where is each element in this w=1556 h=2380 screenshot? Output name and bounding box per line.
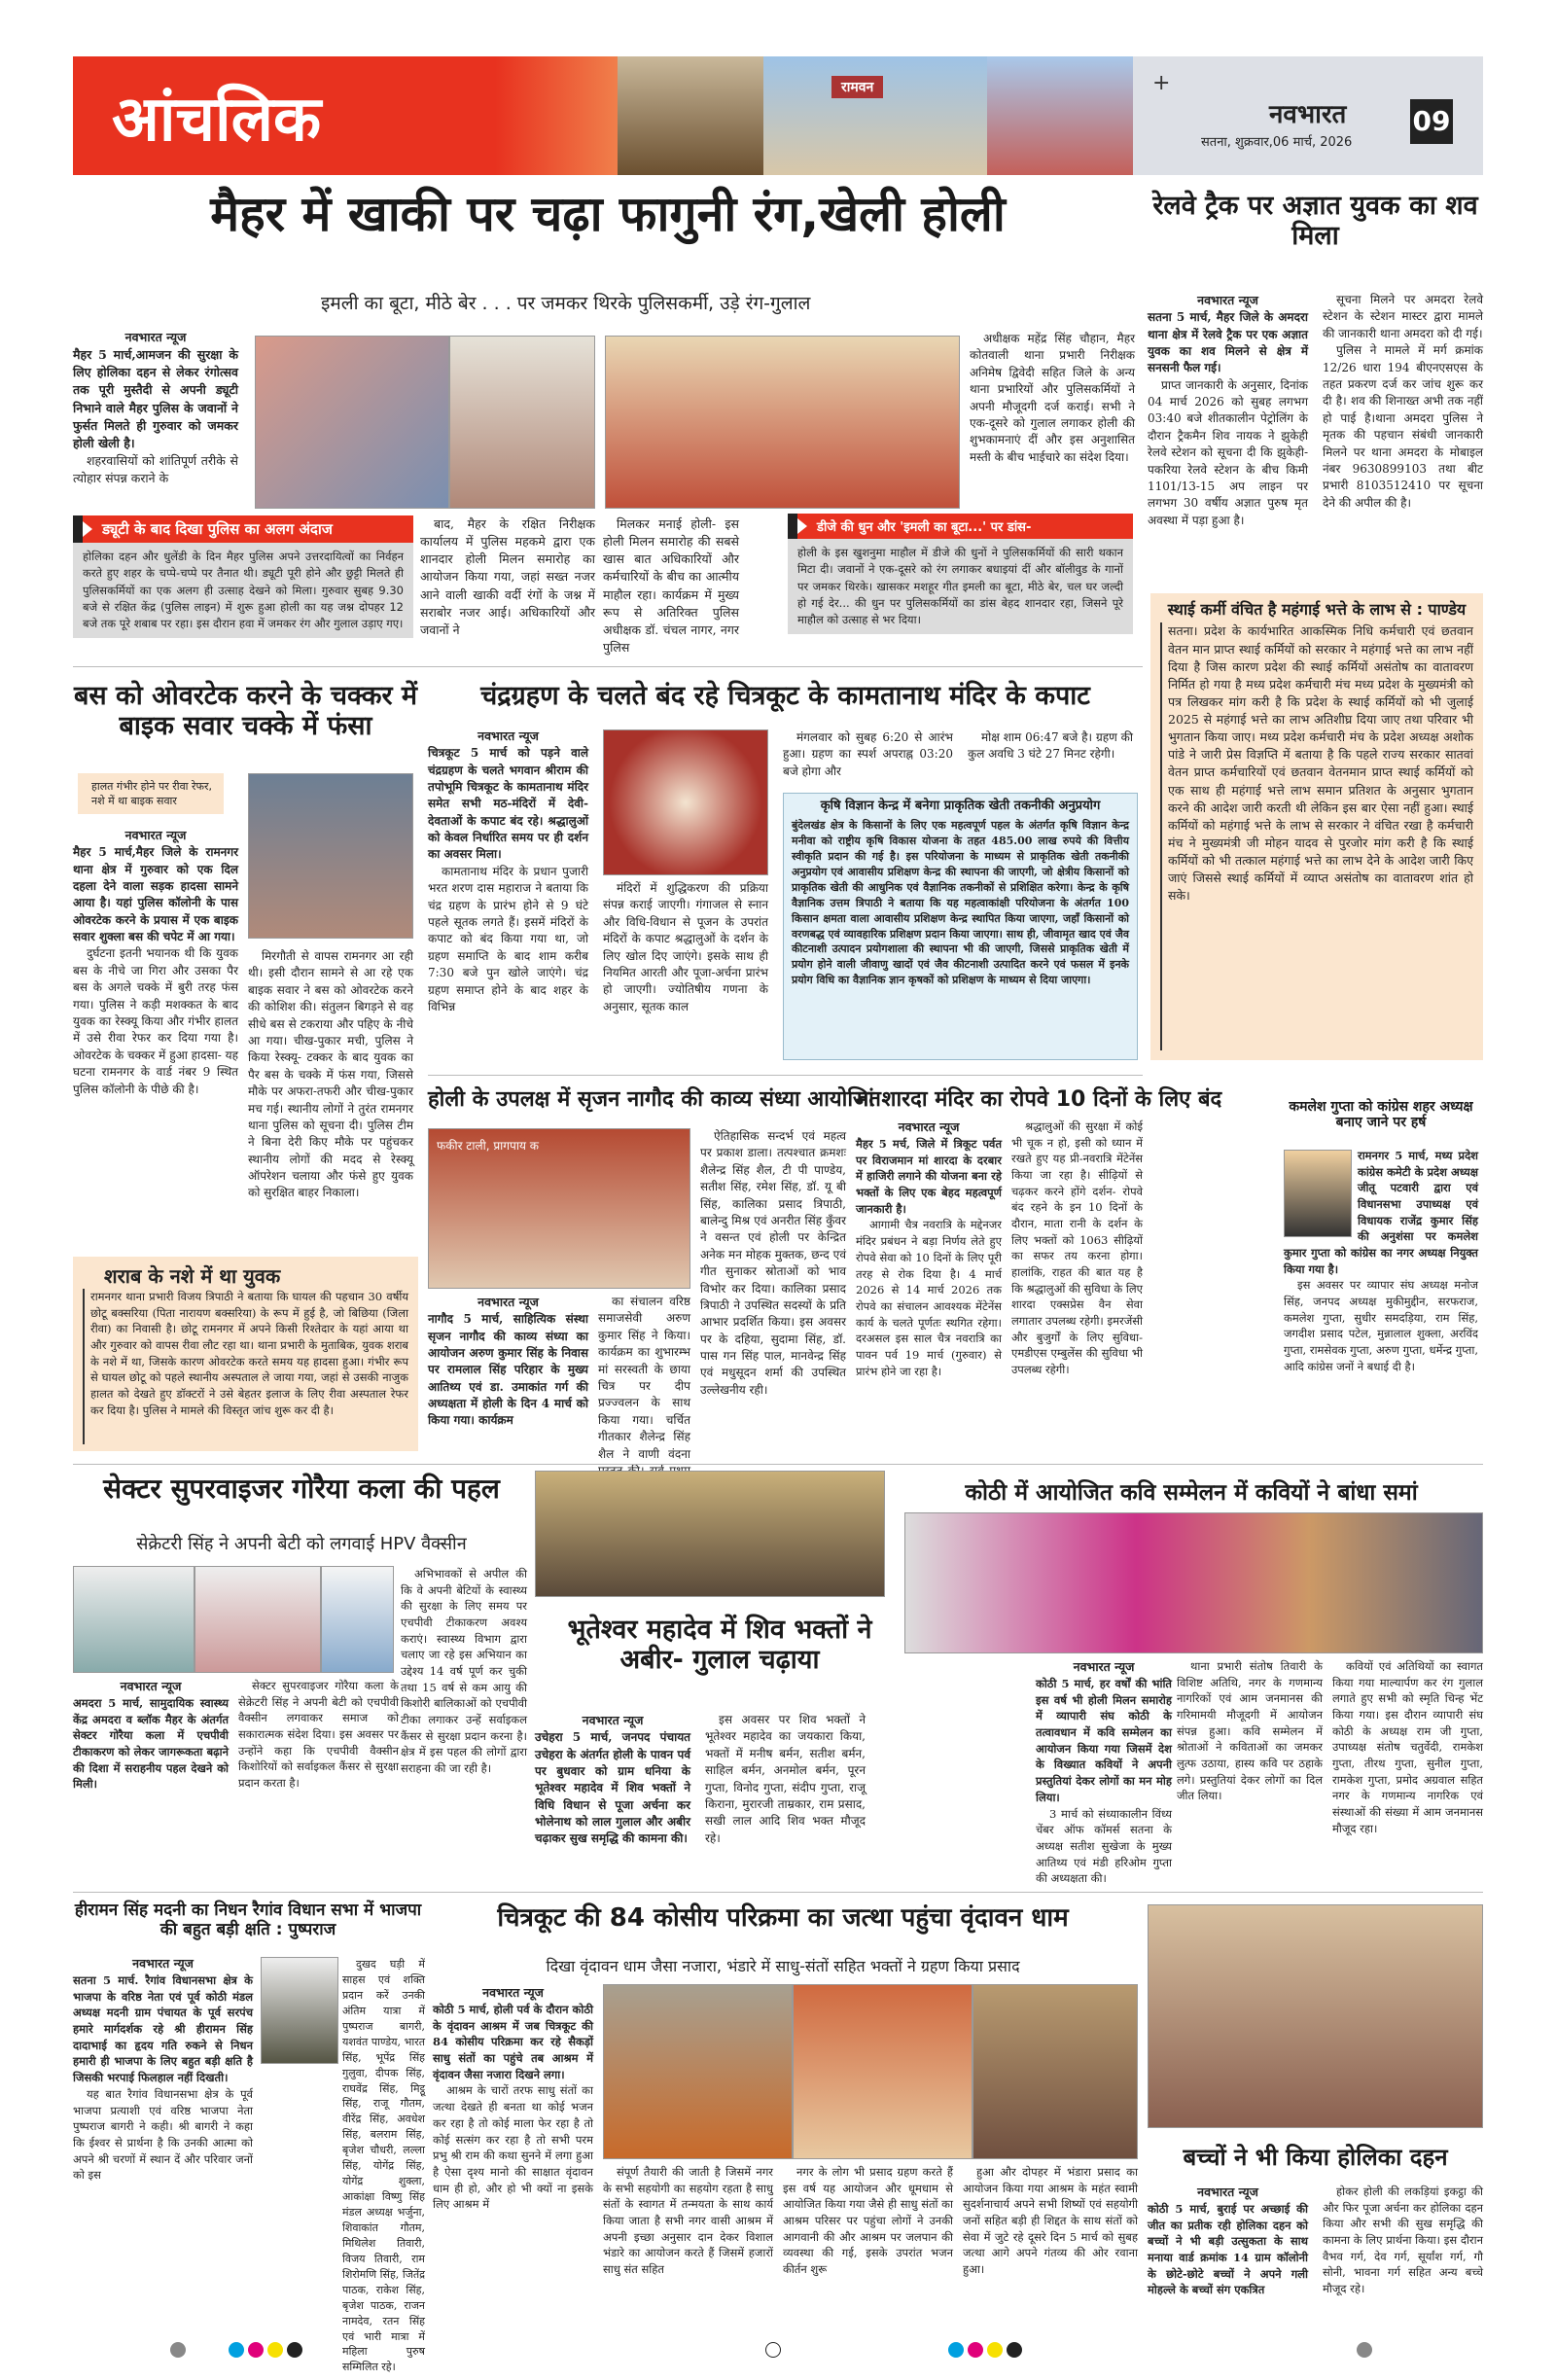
byline: नवभारत न्यूज	[132, 1956, 194, 1971]
main-story-col2	[420, 515, 595, 661]
paragraph: कवियों एवं अतिथियों का स्वागत किया गया माल्यार्पण कर रंग गुलाल लगाते हुए सभी को स्मृति चिन्ह भेंट किया गया। इस दौरान व्यापारी संघ कोठी के अध्यक्ष राम जी गुप्ता, उपाध्यक्ष संतोष चतुर्वेदी, रामकेश गुप्ता, तीरथ गुप्ता, सुनील गुप्ता, रामकेश गुप्ता, प्रमोद अग्रवाल सहित नगर के गणमान्य नागरिक एवं संस्थाओं की संख्या में आम जनमानस मौजूद रहा।	[1332, 1659, 1483, 1835]
vrindavan-col4	[963, 2164, 1138, 2334]
paragraph: होकर होली की लकड़ियां इकट्ठा की और फिर पूजा अर्चना कर होलिका दहन किया और सभी की सुख समृद्धि की कामना के लिए प्रार्थना किया। इस दौरान वैभव गर्ग, देव गर्ग, सूर्यांश गर्ग, गौ सोनी, भावना गर्ग सहित अन्य बच्चे मौजूद रहे।	[1323, 2185, 1483, 2296]
vrindavan-col1	[433, 1984, 593, 2334]
paragraph: यह बात रैगांव विधानसभा क्षेत्र के पूर्व भाजपा प्रत्याशी एवं वरिष्ठ भाजपा नेता पुष्पराज बागरी ने कही। श्री बागरी ने कहा कि ईश्वर से प्रार्थना है कि उनकी आत्मा को अपने श्री चरणों में स्थान दें और परिवार जनों को इस	[73, 2086, 253, 2183]
page-number: 09	[1410, 99, 1453, 144]
holika-headline: बच्चों ने भी किया होलिका दहन	[1183, 2144, 1448, 2171]
allowance-box	[1148, 593, 1483, 1060]
nagod-col1	[428, 1294, 588, 1459]
divider	[73, 1464, 1483, 1465]
photo-hpv-3	[321, 1566, 394, 1673]
paragraph: नगर के लोग भी प्रसाद ग्रहण करते हैं इस वर्ष यह आयोजन और धूमधाम से आयोजित किया गया जैसे ही साधु संतों का आश्रम परिसर पर पहुंचा लोगों ने उनकी आगवानी की और आश्रम पर जलपान की व्यवस्था की गई, इसके उपरांत भजन कीर्तन शुरू	[783, 2165, 953, 2277]
crop-mark: +	[1152, 71, 1171, 95]
color-dot-black	[1007, 2342, 1022, 2358]
story-lead: उचेहरा 5 मार्च, जनपद पंचायत उचेहरा के अंतर्गत होली के पावन पर्व पर बुधवार को ग्राम धनिया के भूतेश्वर महादेव में शिव भक्तों ने विधि विधान से पूजा अर्चना कर भोलेनाथ को लाल गुलाल और अबीर चढ़ाकर सुख समृद्धि की कामना की।	[535, 1730, 690, 1846]
byline: नवभारत न्यूज	[482, 1985, 544, 2000]
color-dot-gray	[1357, 2342, 1372, 2358]
color-dot-yellow	[987, 2342, 1003, 2358]
photo-ashram	[793, 1984, 972, 2159]
vrindavan-subhead: दिखा वृंदावन धाम जैसा नजारा, भंडारे में साधु-संतों सहित भक्तों ने ग्रहण किया प्रसाद	[546, 1957, 1020, 1975]
eclipse-col3	[783, 729, 953, 788]
main-story-col3	[603, 515, 739, 661]
kvk-headline: कृषि विज्ञान केन्द्र में बनेगा प्राकृतिक खेती तकनीकी अनुप्रयोग	[820, 799, 1101, 813]
main-story-col1	[73, 329, 238, 514]
color-dot-black	[287, 2342, 302, 2358]
liquor-box-text: रामनगर थाना प्रभारी विजय त्रिपाठी ने बताया कि घायल की पहचान 30 वर्षीय छोटू बक्सरिया (पिता नारायण बक्सरिया) के रूप में हुई है, जो बिछिया (जिला रीवा) का निवासी है। छोटू रामनगर में अपने किसी रिश्तेदार के यहां आया था और गुरुवार को वापस रीवा लौट रहा था। थाना प्रभारी के मुताबिक, युवक शराब के नशे में था, जिसके कारण ओवरटेक करते समय यह हादसा हुआ। गंभीर रूप से घायल छोटू को पहले स्थानीय अस्पताल ले जाया गया, जहां से उसकी नाजुक हालत को देखते हुए डॉक्टरों ने उसे बेहतर इलाज के लिए रीवा अस्पताल रेफर कर दिया है। पुलिस ने मामले की विस्तृत जांच शुरू कर दी है।	[83, 1289, 408, 1444]
crop-target	[765, 2342, 781, 2358]
divider	[428, 1075, 1143, 1076]
byline: नवभारत न्यूज	[1197, 2185, 1258, 2199]
story-lead: सतना 5 मार्च, मैहर जिले के अमदरा थाना क्षेत्र में रेलवे ट्रैक पर एक अज्ञात युवक का शव मिलने से क्षेत्र में सनसनी फैल गई।	[1148, 310, 1308, 375]
paragraph: इस अवसर पर व्यापार संघ अध्यक्ष मनोज सिंह, जनपद अध्यक्ष मुकीमुद्दीन, सरफराज, कमलेश गुप्ता, सुधीर समदड़िया, राम सिंह, जगदीश प्रसाद पटेल, मुन्नालाल शुक्ला, अरविंद गुप्ता, रामसेवक गुप्ता, अरुण गुप्ता, धर्मेन्द्र गुप्ता, आदि कांग्रेस जनों ने बधाई दी है।	[1284, 1278, 1478, 1373]
kvk-text: बुंदेलखंड क्षेत्र के किसानों के लिए एक महत्वपूर्ण पहल के अंतर्गत कृषि विज्ञान केन्द्र मनीवा को राष्ट्रीय कृषि विकास योजना के तहत 485.00 लाख रुपये की वित्तीय स्वीकृति प्रदान की गई है। इस परियोजना के माध्यम से प्राकृतिक खेती तकनीकी अनुप्रयोग एवं आवासीय प्रशिक्षण केन्द्र की स्थापना की जाएगी, जो क्षेत्रीय किसानों को प्राकृतिक खेती की आधुनिक एवं वैज्ञानिक तकनीकों से प्रशिक्षित करेगा। केन्द्र के कृषि वैज्ञानिक उत्तम त्रिपाठी ने बताया कि यह महत्वाकांक्षी परियोजना के अंतर्गत 100 किसान क्षमता वाला आवासीय प्रशिक्षण केन्द्र स्थापित किया जाएगा, जहाँ किसानों को वरणबद्ध एवं व्यावहारिक प्रशिक्षण प्रदान किया जाएगा। साथ ही, जीवामृत खाद एवं जैव कीटनाशी उत्पादन प्रयोगशाला की स्थापना भी की जाएगी, जिससे प्राकृतिक खेती में प्रयोग होने वाली जीवाणु खादों एवं जैव कीटनाशी उत्पादित करने एवं फसल में इनके प्रयोग विधि का वैज्ञानिक ज्ञान कृषकों को प्रशिक्षण के माध्यम से दिया जाएगा।	[792, 818, 1129, 987]
paragraph: 3 मार्च को संध्याकालीन विंध्य चेंबर ऑफ कॉमर्स सतना के अध्यक्ष सतीश सुखेजा के मुख्य आतिथ्य एवं मंडी हरिओम गुप्ता की अध्यक्षता की।	[1036, 1806, 1172, 1886]
paragraph: अभिभावकों से अपील की कि वे अपनी बेटियों के स्वास्थ्य की सुरक्षा के लिए समय पर एचपीवी टीकाकरण अवश्य कराएं। स्वास्थ्य विभाग द्वारा चलाए जा रहे इस अभियान का उद्देश्य 14 वर्ष पूर्ण कर चुकी तथा 15 वर्ष से कम आयु की किशोरी बालिकाओं को एचपीवी टीका लगाकर उन्हें सर्वाइकल कैंसर से सुरक्षा प्रदान करना है। क्षेत्र में इस पहल की लोगों द्वारा सराहना की जा रही है।	[401, 1567, 527, 1776]
photo-hpv-1	[73, 1566, 194, 1673]
masthead	[73, 56, 1483, 175]
photo-police-holi	[255, 336, 449, 509]
byline: नवभारत न्यूज	[898, 1119, 960, 1134]
paragraph: शहरवासियों को शांतिपूर्ण तरीके से त्योहार संपन्न कराने के	[73, 452, 238, 485]
paragraph: सेक्टर सुपरवाइजर गोरैया कला के सेक्रेटरी सिंह ने अपनी बेटी को एचपीवी वैक्सीन लगवाकर समाज को सकारात्मक संदेश दिया। इस अवसर पर उन्होंने कहा कि एचपीवी वैक्सीन किशोरियों को सर्वाइकल कैंसर से सुरक्षा प्रदान करता है।	[238, 1679, 399, 1791]
hpv-col1	[73, 1678, 229, 1887]
story-lead: नागौद 5 मार्च, साहित्यिक संस्था सृजन नागौद की काव्य संध्या का आयोजन अरुण कुमार सिंह के निवास पर रामलाल सिंह परिहार के मुख्य आतिथ्य एवं डा. उमाकांत गर्ग की अध्यक्षता में होली के दिन 4 मार्च को किया गया। कार्यक्रम	[428, 1312, 588, 1428]
nagod-col3	[700, 1128, 846, 1459]
paragraph: मंगलवार को सुबह 6:20 से आरंभ हुआ। ग्रहण का स्पर्श अपराह्न 03:20 बजे होगा और	[783, 730, 953, 778]
section-title: आंचलिक	[112, 83, 322, 156]
story-lead: कोठी 5 मार्च, हर वर्षों की भांति इस वर्ष भी होली मिलन समारोह में व्यापारी संघ कोठी के तत्वावधान में कवि सम्मेलन का आयोजन किया गया जिसमें देश के विख्यात कवियों ने अपनी प्रस्तुतियां देकर लोगों का मन मोह लिया।	[1036, 1677, 1172, 1804]
color-dot-yellow	[267, 2342, 283, 2358]
paragraph: आश्रम के चारों तरफ साधु संतों का जत्था देखते ही बनता था कोई भजन कर रहा है तो कोई माला फेर रहा है तो कोई सत्संग कर रहा है तो सभी परम प्रभु श्री राम की कथा सुनने में लगा हुआ है ऐसा दृश्य मानो की साक्षात वृंदावन धाम ही हो, और हो भी क्यों ना इसके लिए आश्रम में	[433, 2083, 593, 2212]
paragraph: मिरगौती से वापस रामनगर आ रही थी। इसी दौरान सामने से आ रहे एक बाइक सवार ने बस को ओवरटेक करने की कोशिश की। संतुलन बिगड़ने से वह सीधे बस से टकराया और पहिए के नीचे आ गया। चीख-पुकार मची, पुलिस ने किया रेस्क्यू- टक्कर के बाद युवक का पैर बस के चक्के में फंस गया, जिससे मौके पर अफरा-तफरी और चीख-पुकार मच गई। स्थानीय लोगों ने तुरंत रामनगर थाना पुलिस को सूचना दी। पुलिस टीम ने बिना देरी किए मौके पर पहुंचकर स्थानीय लोगों की मदद से रेस्क्यू ऑपरेशन चलाया और फंसे हुए युवक को सुरक्षित बाहर निकाला।	[248, 949, 413, 1200]
paragraph: सूचना मिलने पर अमदरा रेलवे स्टेशन के स्टेशन मास्टर द्वारा मामले की जानकारी थाना अमदरा को दी गई।	[1323, 293, 1483, 340]
paragraph: मोक्ष शाम 06:47 बजे है। ग्रहण की कुल अवधि 3 घंटे 27 मिनट रहेगी।	[968, 730, 1133, 762]
story-lead: कोठी 5 मार्च, बुराई पर अच्छाई की जीत का प्रतीक रही होलिका दहन को बच्चों ने भी बड़ी उत्सुकता के साथ मनाया वार्ड क्रमांक 14 ग्राम कॉलोनी के छोटे-छोटे बच्चों ने अपने गली मोहल्ले के बच्चों संग एकत्रित	[1148, 2202, 1308, 2297]
paragraph: ऐतिहासिक सन्दर्भ एवं महत्व पर प्रकाश डाला। तत्पश्चात क्रमशः शैलेन्द्र सिंह शैल, टी पी पाण्डेय, सतीश सिंह, रमेश सिंह, डॉ. यू बी सिंह, कालिका प्रसाद त्रिपाठी, बालेन्दु मिश्र एवं अनरीत सिंह कुँवर ने वसन्त एवं होली पर केन्द्रित अनेक मन मोहक मुक्तक, छन्द एवं गीत सुनाकर स्रोताओं को भाव विभोर कर दिया। कालिका प्रसाद त्रिपाठी ने उपस्थित सदस्यों के प्रति आभार प्रदर्शित किया। इस अवसर पर के दहिया, सुदामा सिंह, डॉ. पास गन सिंह पाल, मानवेन्द्र सिंह एवं मधुसूदन शर्मा की उपस्थित उल्लेखनीय रही।	[700, 1129, 846, 1397]
dj-box-title: डीजे की धुन और 'इमली का बूटा...' पर डांस-	[788, 514, 1133, 539]
byline: नवभारत न्यूज	[1197, 293, 1258, 307]
header-photo-statue	[618, 56, 763, 175]
photo-nagod-poetry	[428, 1128, 690, 1289]
divider	[73, 666, 1143, 667]
paragraph: प्राप्त जानकारी के अनुसार, दिनांक 04 मार्च 2026 को सुबह लगभग 03:40 बजे शीतकालीन पेट्रोलिंग के दौरान ट्रैकमैन शिव नायक ने झुकेही रेलवे स्टेशन को सूचना दी कि झुकेही-पकरिया रेलवे स्टेशन के बीच किमी 1101/13-15 अप लाइन पर लगभग 30 वर्षीय अज्ञात पुरुष मृत अवस्था में पड़ा हुआ है।	[1148, 377, 1308, 527]
byline: नवभारत न्यूज	[582, 1713, 644, 1727]
story-lead: कोठी 5 मार्च, होली पर्व के दौरान कोठी के वृंदावन आश्रम में जब चित्रकूट की 84 कोसीय परिक्रमा कर रहे सैकड़ों साधु संतों का पहुंचे तब आश्रम में वृंदावन जैसा नजारा दिखने लगा।	[433, 2003, 593, 2081]
eclipse-col2	[603, 880, 768, 1060]
bhuteshwar-col1	[535, 1712, 690, 1887]
section-banner	[73, 56, 676, 175]
dj-box-text: होली के इस खुशनुमा माहौल में डीजे की धुनों ने पुलिसकर्मियों की सारी थकान मिटा दी। जवानों ने एक-दूसरे को रंग लगाकर बधाइयां दीं और बॉलीवुड के गानों पर जमकर थिरके। खासकर मशहूर गीत इमली का बूटा, मीठे बेर, चल घर जल्दी हो गई देर... की धुन पर पुलिसकर्मियों का डांस बेहद शानदार रहा, जिसने पूरे माहौल को उत्साह से भर दिया।	[788, 539, 1133, 634]
liquor-box	[73, 1257, 418, 1451]
koti-col2	[1177, 1658, 1323, 1887]
paragraph: दुखद घड़ी में साहस एवं शक्ति प्रदान करें उनकी अंतिम यात्रा में पुष्पराज बागरी, यशवंत पाण्डेय, भारत सिंह, भूपेंद्र सिंह गुलुवा, दीपक सिंह, राघवेंद्र सिंह, मिट्ठू सिंह, राजू गौतम, वीरेंद्र सिंह, अवधेश सिंह, बलराम सिंह, बृजेश चौधरी, लल्ला सिंह, योगेंद्र सिंह, योगेंद्र शुक्ला, आकांक्षा विष्णु सिंह मंडल अध्यक्ष भर्जुना, शिवाकांत गौतम, मिथिलेश तिवारी, विजय तिवारी, राम शिरोमणि सिंह, जितेंद्र पाठक, राकेश सिंह, बृजेश पाठक, राजन नामदेव, रतन सिंह एवं भारी मात्रा में महिला पुरुष सम्मिलित रहे।	[342, 1958, 425, 2374]
photo-bhandara	[972, 1984, 1138, 2159]
color-dot-gray	[170, 2342, 186, 2358]
paragraph: पुलिस ने मामले में मर्ग क्रमांक 12/26 धारा 194 बीएनएसएस के तहत प्रकरण दर्ज कर जांच शुरू कर दी है। शव की शिनाख्त अभी तक नहीं हो पाई है।थाना अमदरा पुलिस ने मृतक की पहचान संबंधी जानकारी मिलने पर थाना अमदरा के मोबाइल नंबर 9630899103 तथा बीट प्रभारी 8103512410 पर सूचना देने की अपील की है।	[1323, 343, 1483, 510]
photo-police-officers	[605, 336, 960, 509]
color-dot-magenta	[968, 2342, 983, 2358]
gate-sign: रामवन	[831, 76, 883, 98]
photo-bus-accident	[248, 773, 413, 939]
ropeway-col1	[856, 1119, 1002, 1459]
main-headline: मैहर में खाकी पर चढ़ा फागुनी रंग,खेली होली	[210, 186, 1006, 242]
color-dot-magenta	[248, 2342, 264, 2358]
paragraph: का संचालन वरिष्ठ समाजसेवी अरुण कुमार सिंह ने किया। कार्यक्रम का शुभारम्भ मां सरस्वती के छाया चित्र पर दीप प्रज्ज्वलन के साथ किया गया। चर्चित गीतकार शैलेन्द्र सिंह शैल ने वाणी वंदना	[598, 1295, 690, 1461]
photo-kamlesh	[1284, 1150, 1352, 1237]
color-dot-cyan	[229, 2342, 244, 2358]
story-lead: चित्रकूट 5 मार्च को पड़ने वाले चंद्रग्रहण के चलते भगवान श्रीराम की तपोभूमि चित्रकूट के कामतानाथ मंदिर समेत सभी मठ-मंदिरों में देवी-देवताओं के कपाट बंद रहे। श्रद्धालुओं को केवल निर्धारित समय पर ही दर्शन का अवसर मिला।	[428, 746, 588, 862]
divider	[73, 1892, 1483, 1893]
paragraph: इस अवसर पर शिव भक्तों ने भूतेश्वर महादेव का जयकारा किया, भक्तों में मनीष बर्मन, सतीश बर्मन, साहिल बर्मन, अनमोल बर्मन, पूरन गुप्ता, विनोद गुप्ता, संदीप गुप्ता, राजू किराना, मुरारजी ताम्रकार, राम प्रसाद, सखी लाल आदि शिव भक्त मौजूद रहे।	[705, 1713, 866, 1845]
duty-box	[73, 515, 413, 638]
kamlesh-col	[1284, 1148, 1478, 1459]
allowance-text: सतना। प्रदेश के कार्यभारित आकस्मिक निधि कर्मचारी एवं छतवान वेतन मान प्राप्त स्थाई कर्मियों को सरकार ने महंगाई भत्ते का लाभ नहीं दिया है जिस कारण प्रदेश की स्थाई कर्मियों असंतोष का वातावरण निर्मित हो गया है मध्य प्रदेश कर्मचारी मंच मध्य प्रदेश के मुख्यमंत्री को पत्र लिखकर मांग करी है कि प्रदेश के स्थाई कर्मियों को भी जुलाई 2025 से महंगाई भत्ते का लाभ अतिशीघ्र दिया जाए तथा परिवार भी भुगतान किया जाए। मध्य प्रदेश कर्मचारी मंच के प्रदेश अध्यक्ष अशोक पांडे ने जारी प्रेस विज्ञप्ति में बताया है कि पहले राज्य सरकार सातवां वेतन प्राप्त कर्मचारियों एवं छतवान वेतनमान प्राप्त स्थाई कर्मियों को एक साथ ही महंगाई भत्ते लाभ समान प्रतिशत के अनुसार भुगतान करने की आदेश जारी करती थी लेकिन इस बार ऐसा नहीं हुआ। स्थाई कर्मियों को महंगाई भत्ते के लाभ से सरकार ने वंचित रखा है कर्मचारी मंच ने मुख्यमंत्री जी मोहन यादव से पुरजोर मांग करी है कि स्थाई कर्मियों को भी तत्काल महंगाई भत्ते का लाभ देने के आदेश जारी किए जाएं जिससे स्थाई कर्मियों में व्याप्त असंतोष का वातावरण शांत हो सके।	[1160, 622, 1473, 1050]
paragraph: आगामी चैत्र नवरात्रि के मद्देनजर मंदिर प्रबंधन ने बड़ा निर्णय लेते हुए रोपवे सेवा को 10 दिनों के लिए पूरी तरह से रोक दिया है। 4 मार्च 2026 से 14 मार्च 2026 तक रोपवे का संचालन आवश्यक मेंटेनेंस कार्य के चलते पूर्णतः स्थगित रहेगा। दरअसल इस साल चैत्र नवरात्रि का पावन पर्व 19 मार्च (गुरुवार) से प्रारंभ होने जा रहा है।	[856, 1218, 1002, 1378]
bus-col1	[73, 827, 238, 1250]
byline: नवभारत न्यूज	[124, 330, 187, 344]
bus-headline: बस को ओवरटेक करने के चक्कर में बाइक सवार चक्के में फंसा	[73, 681, 418, 742]
koti-col1	[1036, 1658, 1172, 1887]
bhuteshwar-headline: भूतेश्वर महादेव में शिव भक्तों ने अबीर- गुलाल चढ़ाया	[567, 1615, 872, 1676]
photo-hiraman	[261, 1957, 338, 2064]
main-story-col4	[970, 331, 1135, 511]
eclipse-headline: चंद्रग्रहण के चलते बंद रहे चित्रकूट के कामतानाथ मंदिर के कपाट	[480, 681, 1090, 711]
photo-kamtanath	[603, 729, 768, 875]
kvk-box	[783, 793, 1138, 1060]
bus-kicker: हालत गंभीर होने पर रीवा रेफर, नशे में था बाइक सवार	[78, 773, 224, 814]
liquor-box-title: शराब के नशे में था युवक	[104, 1264, 281, 1288]
photo-banner-text: फकीर टाली, प्रागपाय क	[437, 1139, 539, 1153]
ropeway-col2	[1011, 1119, 1143, 1459]
railway-col1	[1148, 292, 1308, 584]
paragraph: अधीक्षक महेंद्र सिंह चौहान, मैहर कोतवाली थाना प्रभारी निरीक्षक अनिमेष द्विवेदी सहित जिले के अन्य थाना प्रभारियों और पुलिसकर्मियों ने अपनी मौजूदगी दर्ज कराई। सभी ने एक-दूसरे को गुलाल लगाकर होली की शुभकामनाएं दीं और इस अनुशासित मस्ती के बीच भाईचारे का संदेश दिया।	[970, 332, 1135, 464]
duty-box-title: ड्यूटी के बाद दिखा पुलिस का अलग अंदाज	[73, 515, 413, 543]
byline: नवभारत न्यूज	[120, 1679, 182, 1693]
story-lead: अमदरा 5 मार्च, सामुदायिक स्वास्थ्य केंद्र अमदरा व ब्लॉक मैहर के अंतर्गत सेक्टर गोरैया कला में एचपीवी टीकाकरण को लेकर जागरूकता बढ़ाने की दिशा में सराहनीय पहल देखने को मिली।	[73, 1696, 229, 1792]
byline: नवभारत न्यूज	[477, 728, 539, 743]
koti-col3	[1332, 1658, 1483, 1887]
hiraman-headline: हीरामन सिंह मदनी का निधन रैगांव विधान सभा में भाजपा की बहुत बड़ी क्षति : पुष्पराज	[74, 1900, 422, 1939]
photo-children-holika	[1148, 1904, 1483, 2128]
story-lead: मैहर 5 मर्च, जिले में त्रिकूट पर्वत पर विराजमान मां शारदा के दरबार में हाजिरी लगाने की योजना बना रहे भक्तों के लिए एक बेहद महत्वपूर्ण जानकारी है।	[856, 1137, 1002, 1216]
allowance-headline: स्थाई कर्मी वंचित है महंगाई भत्ते के लाभ से : पाण्डेय	[1167, 600, 1467, 619]
color-dot-cyan	[948, 2342, 964, 2358]
paragraph: श्रद्धालुओं की सुरक्षा में कोई भी चूक न हो, इसी को ध्यान में रखते हुए यह प्री-नवरात्रि मेंटेनेंस किया जा रहा है। सीढ़ियों से चढ़कर करने होंगे दर्शन- रोपवे बंद रहने के इन 10 दिनों के दौरान, माता रानी के दर्शन के लिए भक्तों को 1063 सीढ़ियों का सफर तय करना होगा। हालांकि, राहत की बात यह है कि श्रद्धालुओं की सुविधा के लिए शारदा एक्सप्रेस वैन सेवा लगातार उपलब्ध रहेगी। इमरजेंसी और बुजुर्गों के लिए सुविधा- एमडीएस एम्बुलेंस की सुविधा भी उपलब्ध रहेगी।	[1011, 1119, 1143, 1377]
byline: नवभारत न्यूज	[124, 828, 187, 842]
dateline: सतना, शुक्रवार,06 मार्च, 2026	[1201, 135, 1353, 150]
kamlesh-headline: कमलेश गुप्ता को कांग्रेस शहर अध्यक्ष बनाए जाने पर हर्ष	[1289, 1099, 1473, 1131]
paragraph: संपूर्ण तैयारी की जाती है जिसमें नगर के सभी सहयोगी का सहयोग रहता है साधु संतों के स्वागत में तन्मयता के साथ कार्य किया जाता है सभी नगर वासी आश्रम में अपनी इच्छा अनुसार दान देकर विशाल भंडारे का आयोजन करते हैं जिसमें हजारों साधु संत सहित	[603, 2165, 773, 2277]
railway-col2	[1323, 292, 1483, 584]
holika-col1	[1148, 2184, 1308, 2334]
bhuteshwar-col2	[705, 1712, 866, 1887]
duty-box-text: होलिका दहन और धुलेंडी के दिन मैहर पुलिस अपने उत्तरदायित्वों का निर्वहन करते हुए शहर के चप्पे-चप्पे पर तैनात थी। ड्यूटी पूरी होने और छुट्टी मिलते ही पुलिसकर्मियों का एक अलग ही उत्साह देखने को मिला। गुरुवार सुबह 9.30 बजे से रक्षित केंद्र (पुलिस लाइन) में शुरू हुआ होली का यह जश्न दोपहर 12 बजे तक पूरे शबाब पर रहा। इस दौरान हवा में जमकर रंग और गुलाल उड़ाए गए।	[73, 543, 413, 638]
ropeway-headline: मां शारदा मंदिर का रोपवे 10 दिनों के लिए बंद	[856, 1087, 1222, 1112]
hpv-col2	[238, 1678, 399, 1887]
paragraph: दुर्घटना इतनी भयानक थी कि युवक बस के नीचे जा गिरा और उसका पैर बस के अगले चक्के में बुरी तरह फंस गया। पुलिस ने कड़ी मशक्कत के बाद युवक का रेस्क्यू किया और गंभीर हालत में उसे रीवा रेफर कर दिया गया है। ओवरटेक के चक्कर में हुआ हादसा- यह घटना रामनगर के वार्ड नंबर 9 स्थित पुलिस कॉलोनी के पीछे की है।	[73, 946, 238, 1096]
byline: नवभारत न्यूज	[1073, 1659, 1135, 1674]
hpv-headline: सेक्टर सुपरवाइजर गोरैया कला की पहल	[103, 1473, 500, 1505]
header-photo-building	[987, 56, 1133, 175]
vrindavan-col2	[603, 2164, 773, 2334]
photo-koti-poetry	[904, 1512, 1483, 1653]
hiraman-col2	[342, 1957, 425, 2374]
story-lead: सतना 5 मार्च. रैगांव विधानसभा क्षेत्र के भाजपा के वरिष्ठ नेता एवं पूर्व कोठी मंडल अध्यक्ष मदनी ग्राम पंचायत के पूर्व सरपंच हमारे मार्गदर्शक रहे श्री हीरामन सिंह दादाभाई का हृदय गति रुकने से निधन हमारी ही भाजपा के लिए बहुत बड़ी क्षति है जिसकी भरपाई फिलहाल नहीं दिखती।	[73, 1973, 253, 2085]
hiraman-col1	[73, 1955, 253, 2334]
hpv-subhead: सेक्रेटरी सिंह ने अपनी बेटी को लगवाई HPV वैक्सीन	[136, 1534, 467, 1554]
paragraph: हुआ और दोपहर में भंडारा प्रसाद का आयोजन किया गया आश्रम के महंत स्वामी सुदर्शनाचार्य अपने सभी शिष्यों एवं सहयोगी जनों सहित बड़ी ही शिद्दत के साथ संतों को सेवा में जुटे रहे दूसरे दिन 5 मार्च को सुबह जत्था आगे अपने गंतव्य की ओर रवाना हुआ।	[963, 2165, 1138, 2277]
railway-headline: रेलवे ट्रैक पर अज्ञात युवक का शव मिला	[1152, 191, 1478, 252]
eclipse-col4	[968, 729, 1133, 788]
vrindavan-col3	[783, 2164, 953, 2334]
hpv-col3	[401, 1566, 527, 1887]
holika-col2	[1323, 2184, 1483, 2334]
koti-headline: कोठी में आयोजित कवि सम्मेलन में कवियों ने बांधा समां	[965, 1480, 1418, 1506]
header-photo-gate	[763, 56, 987, 175]
photo-hpv-2	[194, 1566, 321, 1673]
bus-col2	[248, 948, 413, 1250]
main-subhead: इमली का बूटा, मीठे बेर . . . पर जमकर थिरके पुलिसकर्मी, उड़े रंग-गुलाल	[321, 293, 811, 314]
paragraph: थाना प्रभारी संतोष तिवारी के विशिष्ट अतिथि, नगर के गणमान्य नागरिकों एवं आम जनमानस की गरिमामयी मौजूदगी में आयोजन संपन्न हुआ। कवि सम्मेलन में श्रोताओं ने कविताओं का जमकर लुत्फ उठाया, हास्य कवि पर ठहाके लगे। प्रस्तुतियां देकर लोगों का दिल जीत लिया।	[1177, 1659, 1323, 1803]
registration-marks	[73, 2342, 1483, 2362]
paragraph: कामतानाथ मंदिर के प्रधान पुजारी भरत शरण दास महाराज ने बताया कि चंद्र ग्रहण के प्रारंभ होने से 9 घंटे पहले सूतक लगते हैं। इसमें मंदिरों के कपाट को बंद किया गया था, जो ग्रहण समाप्ति के बाद शाम करीब 7:30 बजे पुन खोले जाएंगे। चंद्र ग्रहण समाप्त होने के बाद शहर के विभिन्न	[428, 864, 588, 1013]
brand-name: नवभारत	[1269, 100, 1347, 129]
paragraph: मिलकर मनाई होली- इस होली मिलन समारोह की सबसे खास बात अधिकारियों और कर्मचारियों के बीच का आत्मीय माहौल रहा। कार्यक्रम में मुख्य रूप से अतिरिक्त पुलिस अधीक्षक डॉ. चंचल नागर, नगर पुलिस	[603, 516, 739, 655]
paragraph: बाद, मैहर के रक्षित निरीक्षक कार्यालय में पुलिस महकमे द्वारा एक शानदार होली मिलन समारोह का आयोजन किया गया, जहां सख्त नजर आने वाली खाकी वर्दी रंगों के जश्न में सराबोर नजर आई। अधिकारियों और जवानों ने	[420, 516, 595, 637]
vrindavan-headline: चित्रकूट की 84 कोसीय परिक्रमा का जत्था पहुंचा वृंदावन धाम	[497, 1903, 1069, 1933]
photo-sadhus	[603, 1984, 793, 2159]
story-lead: मैहर 5 मार्च,मैहर जिले के रामनगर थाना क्षेत्र में गुरुवार को एक दिल दहला देने वाला सड़क हादसा सामने आया है। यहां पुलिस कॉलोनी के पास ओवरटेक करने के प्रयास में एक बाइक सवार शुक्ला बस की चपेट में आ गया।	[73, 845, 238, 944]
eclipse-col1	[428, 728, 588, 1063]
byline: नवभारत न्यूज	[477, 1295, 539, 1309]
photo-police-group	[449, 336, 595, 509]
nagod-col2	[598, 1294, 690, 1459]
nagod-headline: होली के उपलक्ष में सृजन नागौद की काव्य संध्या आयोजित	[428, 1087, 881, 1112]
photo-bhuteshwar	[535, 1471, 885, 1597]
dj-box	[788, 514, 1133, 634]
story-lead: रामनगर 5 मार्च, मध्य प्रदेश कांग्रेस कमेटी के प्रदेश अध्यक्ष जीतू पटवारी द्वारा एवं विधानसभा उपाध्यक्ष एवं विधायक राजेंद्र कुमार सिंह की अनुशंसा पर कमलेश कुमार गुप्ता को कांग्रेस का नगर अध्यक्ष नियुक्त किया गया है।	[1284, 1149, 1478, 1276]
paragraph: मंदिरों में शुद्धिकरण की प्रक्रिया संपन्न कराई जाएगी। गंगाजल से स्नान और विधि-विधान से पूजन के उपरांत मंदिरों के कपाट श्रद्धालुओं के दर्शन के लिए खोल दिए जाएंगे। इसके साथ ही नियमित आरती और पूजा-अर्चना प्रारंभ हो जाएगी। ज्योतिषीय गणना के अनुसार, सूतक काल	[603, 881, 768, 1013]
story-lead: मैहर 5 मार्च,आमजन की सुरक्षा के लिए होलिका दहन से लेकर रंगोत्सव तक पूरी मुस्तैदी से अपनी ड्यूटी निभाने वाले मैहर पुलिस के जवानों ने फुर्सत मिलते ही गुरुवार को जमकर होली खेली है।	[73, 347, 238, 450]
